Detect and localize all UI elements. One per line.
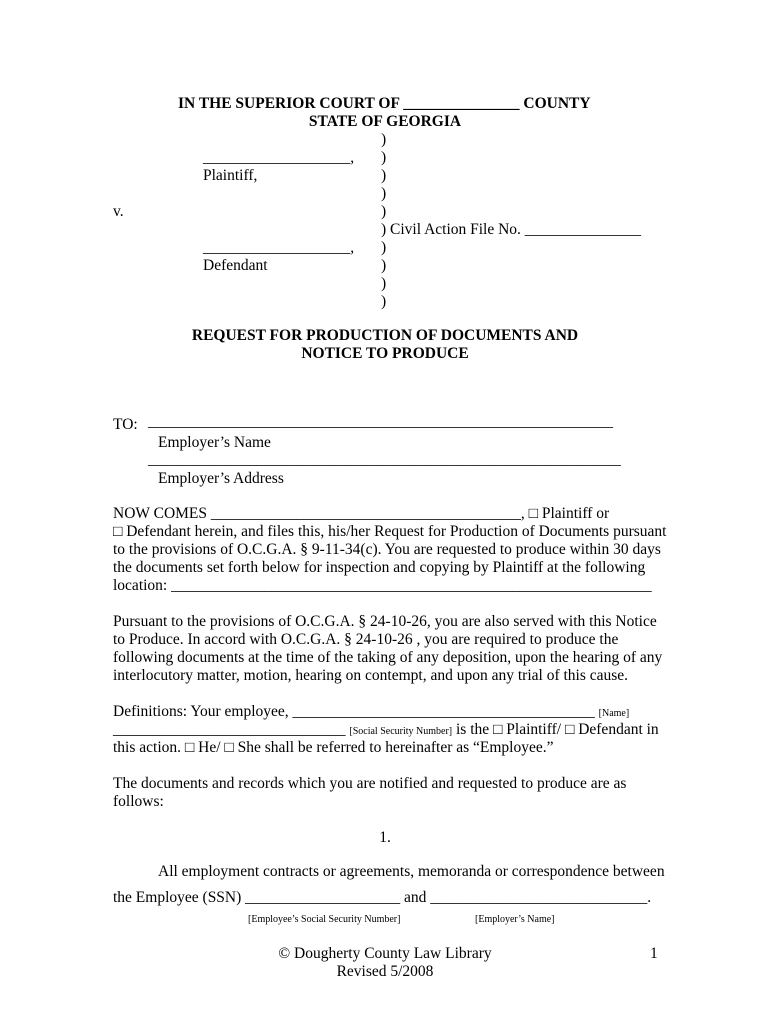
versus-label: v. — [113, 203, 124, 220]
defendant-blank: ___________________, — [203, 239, 355, 256]
para3-line2: follows: — [113, 793, 164, 810]
revision-date: Revised 5/2008 — [336, 963, 434, 980]
employer-name-small-caption: [Employer’s Name] — [475, 914, 555, 925]
library-credit: © Dougherty County Law Library — [278, 945, 492, 962]
para1-line4: the documents set forth below for inspection and copying by Plaintiff at the following — [113, 559, 646, 576]
civil-action-line: ) Civil Action File No. _______________ — [381, 221, 642, 238]
definitions-text: Definitions: Your employee, _______________________________________ — [113, 703, 595, 720]
to-label: TO: — [113, 416, 138, 433]
ssn-caption: [Social Security Number] — [349, 726, 453, 737]
document-title-line2: NOTICE TO PRODUCE — [301, 345, 469, 362]
caption-paren: ) — [381, 131, 387, 148]
court-heading: IN THE SUPERIOR COURT OF _______________ COUNTY — [178, 95, 591, 112]
caption-paren: ) — [381, 257, 387, 274]
state-heading: STATE OF GEORGIA — [308, 113, 462, 130]
para1-line5: location: ______________________________________________________________ — [113, 577, 652, 594]
para2-line3: following documents at the time of the taking of any deposition, upon the hearing of any — [113, 649, 663, 666]
caption-paren: ) — [381, 167, 387, 184]
ssn-blank: ______________________________ — [113, 721, 346, 738]
item1-line2: the Employee (SSN) ____________________ and ____________________________. — [113, 889, 652, 906]
caption-paren: ) — [381, 275, 387, 292]
definitions-line3: this action. □ He/ □ She shall be referred to hereinafter as “Employee.” — [113, 739, 554, 756]
caption-paren: ) — [381, 149, 387, 166]
plaintiff-blank: ___________________, — [203, 149, 355, 166]
definitions-line2 — [113, 722, 659, 738]
page-number: 1 — [650, 945, 658, 962]
item-number: 1. — [379, 829, 391, 846]
name-caption: [Name] — [598, 708, 630, 719]
party-choice-text: is the □ Plaintiff/ □ Defendant in — [456, 721, 659, 738]
caption-paren: ) — [381, 203, 387, 220]
para1-line3: to the provisions of O.C.G.A. § 9-11-34(c). You are requested to produce within 30 days — [113, 541, 661, 558]
defendant-label: Defendant — [203, 257, 268, 274]
para1-line1: NOW COMES ________________________________________, □ Plaintiff or — [113, 505, 610, 522]
para2-line2: to Produce. In accord with O.C.G.A. § 24-10-26 , you are required to produce the — [113, 631, 619, 648]
plaintiff-label: Plaintiff, — [203, 167, 258, 184]
employee-ssn-caption: [Employee’s Social Security Number] — [248, 914, 401, 925]
document-title-line1: REQUEST FOR PRODUCTION OF DOCUMENTS AND — [191, 327, 579, 344]
employer-name-caption: Employer’s Name — [158, 434, 271, 451]
para3-line1: The documents and records which you are notified and requested to produce are as — [113, 775, 627, 792]
employer-address-caption: Employer’s Address — [158, 470, 284, 487]
item1-line1: All employment contracts or agreements, memoranda or correspondence between — [158, 863, 665, 880]
para2-line1: Pursuant to the provisions of O.C.G.A. § 24-10-26, you are also served with this Notice — [113, 613, 657, 630]
definitions-line1 — [113, 704, 629, 720]
para1-line2: □ Defendant herein, and files this, his/her Request for Production of Documents pursuant — [113, 523, 667, 540]
caption-paren: ) — [381, 239, 387, 256]
para2-line4: interlocutory matter, motion, hearing on contempt, and upon any trial of this cause. — [113, 667, 629, 684]
caption-paren: ) — [381, 185, 387, 202]
to-line: ____________________________________________________________ — [148, 413, 613, 430]
caption-paren: ) — [381, 293, 387, 310]
address-line: _____________________________________________________________ — [148, 451, 621, 468]
